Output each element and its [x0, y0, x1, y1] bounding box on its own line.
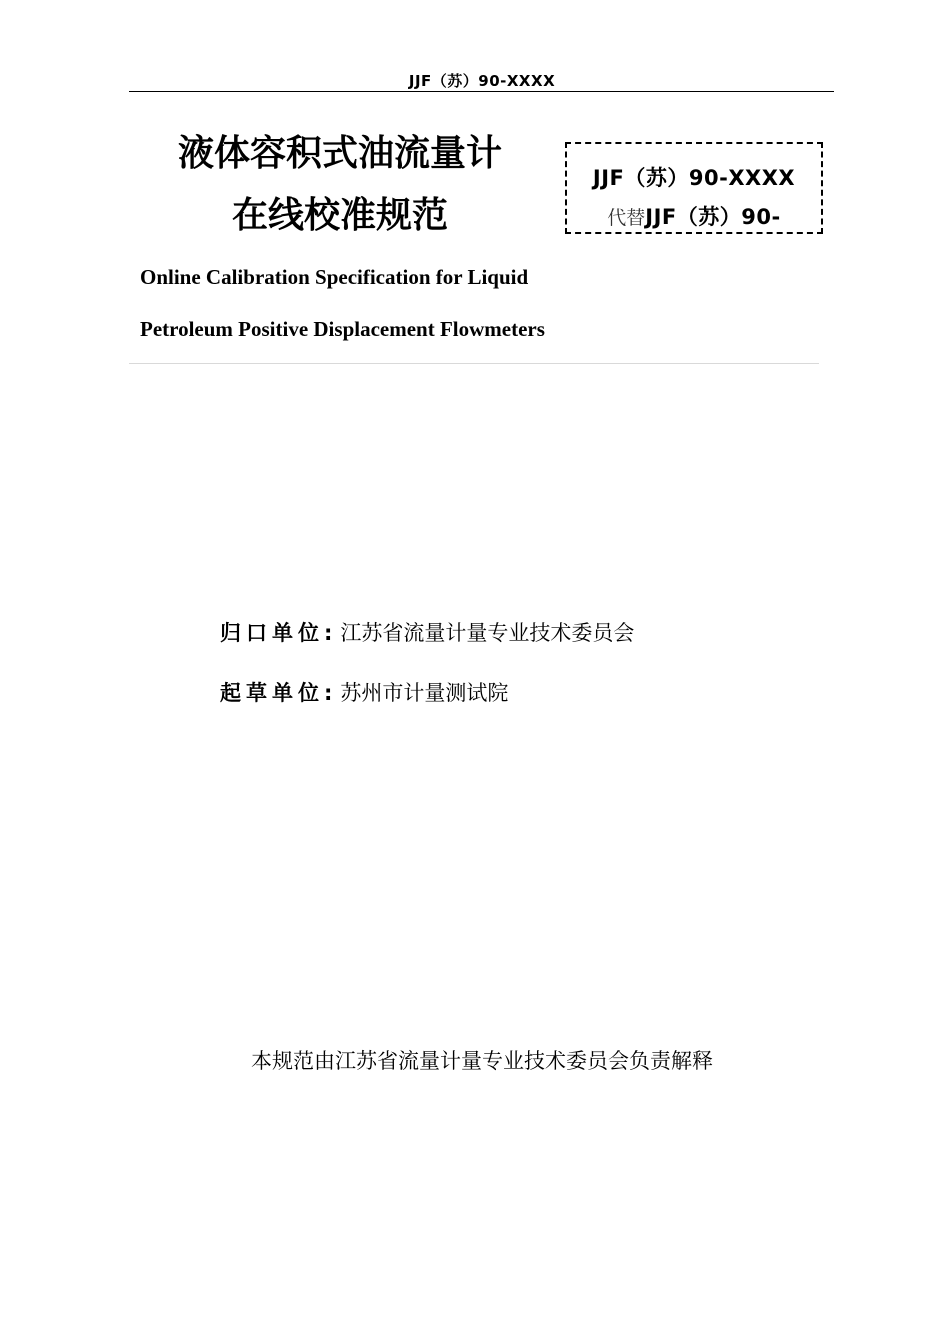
drafting-unit-row	[220, 677, 508, 707]
drafting-unit-label: 起草单位	[220, 681, 324, 705]
header-standard-code: JJF（苏）90-XXXX	[408, 72, 556, 90]
drafting-unit-value: 苏州市计量测试院	[340, 681, 509, 705]
header-divider	[129, 91, 834, 92]
title-en-line2: Petroleum Positive Displacement Flowmeters	[140, 317, 545, 341]
responsible-unit-label: 归口单位	[220, 621, 324, 645]
responsible-unit-value: 江苏省流量计量专业技术委员会	[340, 621, 635, 645]
box-standard-code: JJF（苏）90-XXXX	[592, 166, 796, 190]
responsible-unit-row	[220, 617, 634, 647]
replaces-prefix: 代替	[607, 207, 646, 229]
box-replaces-line	[567, 201, 821, 231]
drafting-unit-colon: :	[324, 681, 333, 705]
replaces-code: JJF（苏）90-	[645, 205, 781, 229]
title-cn-line2: 在线校准规范	[231, 195, 448, 236]
responsible-unit-colon: :	[324, 621, 333, 645]
interpretation-statement: 本规范由江苏省流量计量专业技术委员会负责解释	[251, 1049, 713, 1073]
title-cn-line1: 液体容积式油流量计	[177, 133, 502, 174]
section-divider	[129, 363, 819, 364]
standard-code-box	[565, 142, 823, 234]
title-en-line1: Online Calibration Specification for Liquid	[140, 265, 529, 289]
